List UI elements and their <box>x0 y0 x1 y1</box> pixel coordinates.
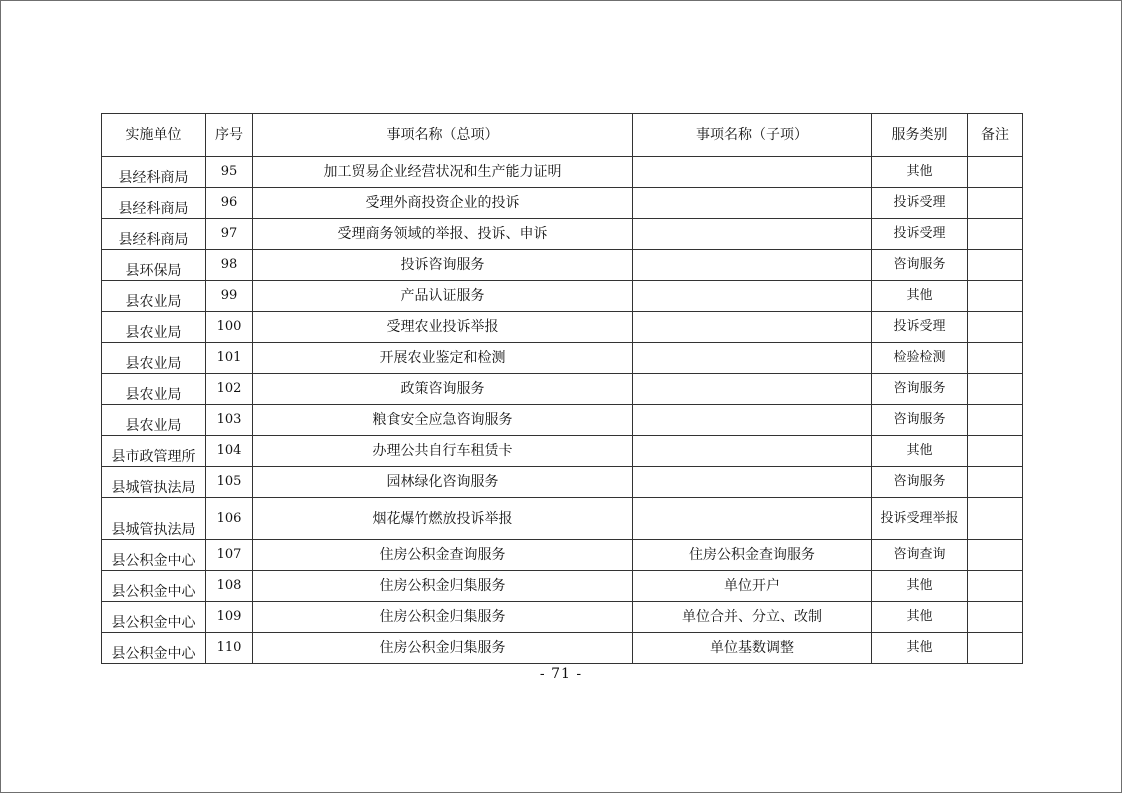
cell-remarks <box>968 281 1023 312</box>
cell-service-category: 投诉受理 <box>872 312 968 343</box>
cell-service-category: 其他 <box>872 157 968 188</box>
cell-unit: 县农业局 <box>102 281 206 312</box>
header-number: 序号 <box>206 114 253 157</box>
cell-item-main: 住房公积金归集服务 <box>253 602 633 633</box>
cell-service-category: 其他 <box>872 436 968 467</box>
cell-number: 95 <box>206 157 253 188</box>
cell-item-main: 政策咨询服务 <box>253 374 633 405</box>
cell-unit: 县公积金中心 <box>102 540 206 571</box>
cell-unit: 县农业局 <box>102 374 206 405</box>
table-row <box>102 467 1023 498</box>
cell-unit: 县城管执法局 <box>102 498 206 540</box>
cell-number: 101 <box>206 343 253 374</box>
cell-item-main: 粮食安全应急咨询服务 <box>253 405 633 436</box>
cell-service-category: 投诉受理 <box>872 188 968 219</box>
cell-service-category: 检验检测 <box>872 343 968 374</box>
header-item-main: 事项名称（总项） <box>253 114 633 157</box>
cell-remarks <box>968 633 1023 664</box>
cell-remarks <box>968 188 1023 219</box>
cell-unit: 县城管执法局 <box>102 467 206 498</box>
cell-item-main: 住房公积金归集服务 <box>253 571 633 602</box>
cell-remarks <box>968 157 1023 188</box>
cell-item-main: 受理商务领域的举报、投诉、申诉 <box>253 219 633 250</box>
cell-remarks <box>968 436 1023 467</box>
cell-service-category: 咨询服务 <box>872 467 968 498</box>
cell-item-main: 受理外商投资企业的投诉 <box>253 188 633 219</box>
cell-number: 100 <box>206 312 253 343</box>
table-row <box>102 219 1023 250</box>
cell-number: 97 <box>206 219 253 250</box>
cell-number: 96 <box>206 188 253 219</box>
table-row <box>102 571 1023 602</box>
cell-service-category: 咨询服务 <box>872 374 968 405</box>
cell-item-sub <box>633 436 872 467</box>
cell-service-category: 其他 <box>872 571 968 602</box>
cell-unit: 县公积金中心 <box>102 602 206 633</box>
table-row <box>102 250 1023 281</box>
table-row <box>102 498 1023 540</box>
table-row <box>102 405 1023 436</box>
cell-remarks <box>968 602 1023 633</box>
cell-item-sub <box>633 467 872 498</box>
cell-unit: 县经科商局 <box>102 157 206 188</box>
cell-number: 110 <box>206 633 253 664</box>
cell-service-category: 其他 <box>872 602 968 633</box>
table-header-row <box>102 114 1023 157</box>
cell-item-main: 办理公共自行车租赁卡 <box>253 436 633 467</box>
table-body <box>102 157 1023 664</box>
table-row <box>102 436 1023 467</box>
service-items-table <box>101 113 1023 664</box>
cell-item-main: 烟花爆竹燃放投诉举报 <box>253 498 633 540</box>
cell-item-main: 住房公积金查询服务 <box>253 540 633 571</box>
cell-remarks <box>968 250 1023 281</box>
cell-unit: 县公积金中心 <box>102 633 206 664</box>
cell-remarks <box>968 374 1023 405</box>
page-number: - 71 - <box>539 666 583 682</box>
cell-item-sub <box>633 343 872 374</box>
cell-unit: 县经科商局 <box>102 219 206 250</box>
cell-item-main: 加工贸易企业经营状况和生产能力证明 <box>253 157 633 188</box>
table-row <box>102 602 1023 633</box>
cell-item-sub <box>633 405 872 436</box>
cell-number: 105 <box>206 467 253 498</box>
cell-unit: 县环保局 <box>102 250 206 281</box>
cell-item-main: 开展农业鉴定和检测 <box>253 343 633 374</box>
cell-number: 104 <box>206 436 253 467</box>
table-row <box>102 157 1023 188</box>
table-row <box>102 188 1023 219</box>
cell-remarks <box>968 498 1023 540</box>
header-unit: 实施单位 <box>102 114 206 157</box>
cell-service-category: 投诉受理 <box>872 219 968 250</box>
cell-number: 102 <box>206 374 253 405</box>
cell-item-sub <box>633 188 872 219</box>
cell-service-category: 投诉受理举报 <box>872 498 968 540</box>
cell-remarks <box>968 467 1023 498</box>
header-remarks: 备注 <box>968 114 1023 157</box>
cell-item-main: 产品认证服务 <box>253 281 633 312</box>
cell-item-sub <box>633 312 872 343</box>
cell-number: 99 <box>206 281 253 312</box>
cell-item-sub: 住房公积金查询服务 <box>633 540 872 571</box>
cell-remarks <box>968 405 1023 436</box>
cell-service-category: 咨询服务 <box>872 250 968 281</box>
cell-item-main: 投诉咨询服务 <box>253 250 633 281</box>
cell-remarks <box>968 571 1023 602</box>
cell-service-category: 其他 <box>872 633 968 664</box>
cell-item-main: 园林绿化咨询服务 <box>253 467 633 498</box>
cell-service-category: 咨询查询 <box>872 540 968 571</box>
cell-unit: 县农业局 <box>102 343 206 374</box>
cell-remarks <box>968 312 1023 343</box>
cell-number: 103 <box>206 405 253 436</box>
cell-item-sub <box>633 498 872 540</box>
cell-unit: 县公积金中心 <box>102 571 206 602</box>
cell-item-sub: 单位基数调整 <box>633 633 872 664</box>
cell-unit: 县农业局 <box>102 405 206 436</box>
cell-remarks <box>968 219 1023 250</box>
cell-remarks <box>968 343 1023 374</box>
table-row <box>102 374 1023 405</box>
cell-item-sub: 单位合并、分立、改制 <box>633 602 872 633</box>
cell-number: 98 <box>206 250 253 281</box>
cell-number: 108 <box>206 571 253 602</box>
cell-number: 106 <box>206 498 253 540</box>
cell-service-category: 咨询服务 <box>872 405 968 436</box>
table-row <box>102 312 1023 343</box>
cell-item-main: 住房公积金归集服务 <box>253 633 633 664</box>
cell-unit: 县经科商局 <box>102 188 206 219</box>
cell-item-main: 受理农业投诉举报 <box>253 312 633 343</box>
cell-service-category: 其他 <box>872 281 968 312</box>
cell-item-sub <box>633 219 872 250</box>
table-row <box>102 281 1023 312</box>
cell-remarks <box>968 540 1023 571</box>
header-item-sub: 事项名称（子项） <box>633 114 872 157</box>
header-service-category: 服务类别 <box>872 114 968 157</box>
cell-number: 109 <box>206 602 253 633</box>
table-row <box>102 343 1023 374</box>
table-row <box>102 540 1023 571</box>
cell-item-sub <box>633 374 872 405</box>
table-row <box>102 633 1023 664</box>
cell-item-sub <box>633 250 872 281</box>
cell-number: 107 <box>206 540 253 571</box>
cell-unit: 县市政管理所 <box>102 436 206 467</box>
cell-item-sub <box>633 281 872 312</box>
cell-unit: 县农业局 <box>102 312 206 343</box>
cell-item-sub <box>633 157 872 188</box>
cell-item-sub: 单位开户 <box>633 571 872 602</box>
